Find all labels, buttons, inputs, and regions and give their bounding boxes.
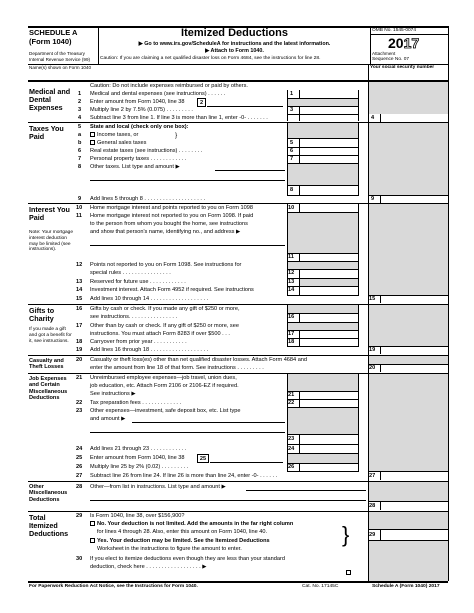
interest-note: Note: Your mortgage interest deduction may be limited (see instructions). xyxy=(29,230,74,253)
line-num-16: 16 xyxy=(76,306,83,312)
line-num-19: 19 xyxy=(76,347,83,353)
line-8-amount[interactable] xyxy=(300,186,358,195)
line-17-text-b: instructions. You must attach Form 8283 if over $500 . . . xyxy=(90,331,230,337)
attach-line: ▶ Attach to Form 1040. xyxy=(205,48,264,54)
footer-rule xyxy=(28,581,448,583)
line-23-text-b: and amount ▶ xyxy=(90,416,126,422)
line-num-8: 8 xyxy=(78,164,82,170)
line-21-text-b: job education, etc. Attach Form 2106 or 2106-EZ if required. xyxy=(90,383,239,389)
line-3-text: Multiply line 2 by 7.5% (0.075) . . . . . . . . . xyxy=(90,107,193,113)
line-26-amount[interactable] xyxy=(300,464,358,471)
box-num-10: 10 xyxy=(288,205,295,211)
line-12-amount[interactable] xyxy=(300,270,358,277)
box-num-18: 18 xyxy=(288,339,295,345)
line-20-amount[interactable] xyxy=(382,365,447,372)
line-28-list-input[interactable] xyxy=(246,484,366,491)
box-num-3: 3 xyxy=(290,107,294,113)
box-num-5: 5 xyxy=(290,140,294,146)
line-29-yes-b: Worksheet in the instructions to figure the amount to enter. xyxy=(97,546,242,552)
line-5b-label: General sales taxes xyxy=(97,140,147,146)
line-28-amount[interactable] xyxy=(382,502,447,510)
box-num-8: 8 xyxy=(290,187,294,193)
line-num-4: 4 xyxy=(78,115,82,121)
box-num-29: 29 xyxy=(369,532,376,538)
section-medical: Medical and Dental Expenses xyxy=(29,87,71,112)
line-11-address-input-2[interactable] xyxy=(90,247,285,255)
line-num-3: 3 xyxy=(78,107,82,113)
line-30-text-a: If you elect to itemize deductions even though they are less than your standard xyxy=(90,556,285,562)
line-29-text: Is Form 1040, line 38, over $156,900? xyxy=(90,513,185,519)
line-24-amount[interactable] xyxy=(300,445,358,453)
line-num-25: 25 xyxy=(76,455,83,461)
line-29-no-checkbox[interactable] xyxy=(90,521,95,526)
line-5a-letter: a xyxy=(78,132,82,138)
right-num-div-27 xyxy=(380,471,381,480)
line-num-2: 2 xyxy=(78,99,82,105)
section-other-misc: Other Miscellaneous Deductions xyxy=(29,484,68,503)
line-num-10: 10 xyxy=(76,205,83,211)
line-23-list-input[interactable] xyxy=(132,416,285,423)
dept-text: Department of the Treasury xyxy=(29,51,85,56)
shade-gift-16 xyxy=(288,305,358,313)
box-num-4: 4 xyxy=(371,115,375,121)
names-input[interactable] xyxy=(29,71,366,80)
line-27-amount[interactable] xyxy=(382,472,447,480)
shade-tax-8 xyxy=(288,164,358,185)
box-num-11: 11 xyxy=(288,254,294,260)
tax-year xyxy=(388,35,419,51)
line-21-amount[interactable] xyxy=(300,392,358,399)
line-num-21: 21 xyxy=(76,375,83,381)
med-rule-3 xyxy=(287,114,359,115)
section-taxes: Taxes You Paid xyxy=(29,124,64,141)
line-25-box-num: 25 xyxy=(197,454,209,463)
shade-int-12 xyxy=(288,262,358,269)
box-num-15: 15 xyxy=(369,296,376,302)
line-12-text-a: Points not reported to you on Form 1098. See instructions for xyxy=(90,262,242,268)
box-num-19: 19 xyxy=(369,347,376,353)
line-5b-letter: b xyxy=(78,140,82,146)
section-gifts: Gifts to Charity xyxy=(29,306,55,323)
line-21-text-a: Unreimbursed employee expenses—job travel, union dues, xyxy=(90,375,237,381)
line-num-18: 18 xyxy=(76,339,83,345)
line-5-amount[interactable] xyxy=(300,139,358,147)
line-23-text-a: Other expenses—investment, safe deposit box, etc. List type xyxy=(90,408,241,414)
line-7-text: Personal property taxes . . . . . . . . . . . . xyxy=(90,156,187,162)
line-5b-option xyxy=(90,140,146,147)
shade-right-30 xyxy=(369,541,448,581)
line-23-amount[interactable] xyxy=(300,435,358,444)
line-25-input[interactable] xyxy=(210,454,283,463)
shade-job-23 xyxy=(288,408,358,434)
line-num-27: 27 xyxy=(76,473,83,479)
ssn-divider xyxy=(368,64,369,80)
line-8-text: Other taxes. List type and amount ▶ xyxy=(90,164,180,170)
names-label: Name(s) shown on Form 1040 xyxy=(29,65,92,70)
line-29-amount[interactable] xyxy=(382,530,447,540)
box-num-1: 1 xyxy=(290,91,294,97)
line-num-14: 14 xyxy=(76,287,83,293)
line-29-no-a xyxy=(90,521,293,528)
line-18-text: Carryover from prior year . . . . . . . . . . . xyxy=(90,339,187,345)
line-29-no-b: for lines 4 through 28. Also, enter this amount on Form 1040, line 40. xyxy=(97,529,268,535)
box-num-16: 16 xyxy=(288,314,295,320)
year-suffix: 17 xyxy=(403,35,420,51)
line-num-30: 30 xyxy=(76,556,83,562)
line-9-text: Add lines 5 through 8 . . . . . . . . . . . . . . . . . . . . xyxy=(90,196,206,202)
line-num-23: 23 xyxy=(76,408,83,414)
line-6-text: Real estate taxes (see instructions) . . . . . . . . xyxy=(90,148,203,154)
footer-paperwork: For Paperwork Reduction Act Notice, see the Instructions for Form 1040. xyxy=(29,584,198,589)
main-title: Itemized Deductions xyxy=(181,27,288,39)
right-num-div-15 xyxy=(380,295,381,303)
shade-right-cas xyxy=(369,356,448,364)
shade-tax-top xyxy=(288,123,358,138)
line-10-text: Home mortgage interest and points reported to you on Form 1098 xyxy=(90,205,253,211)
section-interest: Interest You Paid xyxy=(29,205,70,222)
schedule-title: SCHEDULE A xyxy=(29,28,78,37)
gift-rule-5 xyxy=(287,346,359,347)
goto-line: ▶ Go to www.irs.gov/ScheduleA for instructions and the latest information. xyxy=(138,41,331,47)
sequence-label: Sequence No. 07 xyxy=(372,57,410,62)
line-17-amount[interactable] xyxy=(300,331,358,338)
line-29-yes-label: Yes. Your deduction may be limited. See the Itemized Deductions xyxy=(97,538,270,544)
job-rule-8 xyxy=(287,471,359,472)
shade-gift-17 xyxy=(288,323,358,330)
line-num-20: 20 xyxy=(76,357,83,363)
omb-number: OMB No. 1545-0074 xyxy=(372,28,416,33)
year-prefix: 20 xyxy=(388,35,404,51)
line-29-yes-a xyxy=(90,538,270,545)
line-20-text-a: Casualty or theft loss(es) other than net qualified disaster losses. Attach Form 4684 and xyxy=(90,357,308,363)
line-11-text-b: to the person from whom you bought the home, see instructions xyxy=(90,221,248,227)
line-27-text: Subtract line 26 from line 24. If line 26 is more than line 24, enter -0- . . . . . . xyxy=(90,473,278,479)
shade-right-med xyxy=(369,82,448,114)
line-1-text: Medical and dental expenses (see instructions) . . . . . . xyxy=(90,91,226,97)
line-14-text: Investment interest. Attach Form 4952 if required. See instructions xyxy=(90,287,254,293)
line-18-amount[interactable] xyxy=(300,339,358,346)
box-num-24: 24 xyxy=(288,446,295,452)
line-num-26: 26 xyxy=(76,464,83,470)
line-6-amount[interactable] xyxy=(300,148,358,155)
right-num-div-20 xyxy=(380,364,381,372)
line-12-text-b: special rules . . . . . . . . . . . . . . . . xyxy=(90,270,171,276)
line-1-amount[interactable] xyxy=(300,91,358,98)
ssn-input[interactable] xyxy=(370,71,447,80)
line-num-7: 7 xyxy=(78,156,82,162)
line-30-checkbox-wrap xyxy=(346,564,353,582)
line-num-12: 12 xyxy=(76,262,83,268)
box-num-23: 23 xyxy=(288,436,295,442)
line-2-text: Enter amount from Form 1040, line 38 xyxy=(90,99,185,105)
line-num-5: 5 xyxy=(78,124,82,130)
shade-int-11 xyxy=(288,213,358,253)
box-num-20: 20 xyxy=(369,365,376,371)
line-2-box-num: 2 xyxy=(197,98,206,107)
box-num-13: 13 xyxy=(288,279,295,285)
line-num-1: 1 xyxy=(78,91,82,97)
line-num-15: 15 xyxy=(76,296,83,302)
line-4-amount[interactable] xyxy=(382,115,447,122)
line-11-address-input[interactable] xyxy=(90,238,285,246)
mid-col-right-gift xyxy=(358,305,359,346)
line-30-checkbox[interactable] xyxy=(346,570,351,575)
line-17-text-a: Other than by cash or check. If any gift of $250 or more, see xyxy=(90,323,239,329)
line-3-amount[interactable] xyxy=(300,107,358,114)
box-num-26: 26 xyxy=(288,464,295,470)
line-15-amount[interactable] xyxy=(382,296,447,303)
line-num-6: 6 xyxy=(78,148,82,154)
sales-tax-checkbox[interactable] xyxy=(90,140,95,145)
line-8-list-input-2[interactable] xyxy=(90,174,285,181)
line-num-29: 29 xyxy=(76,513,83,519)
mid-col-right-job xyxy=(358,374,359,472)
line-num-9: 9 xyxy=(78,196,82,202)
line-16-amount[interactable] xyxy=(300,314,358,321)
right-num-div-28 xyxy=(380,501,381,510)
line-29-brace: } xyxy=(342,522,350,547)
shade-right-total xyxy=(369,512,448,529)
right-num-div-19 xyxy=(380,346,381,354)
header-divider-right xyxy=(370,27,371,64)
line-13-text: Reserved for future use . . . . . . . . . . . . xyxy=(90,279,186,285)
box-num-6: 6 xyxy=(290,148,294,154)
line-num-17: 17 xyxy=(76,323,83,329)
line-8-list-input[interactable] xyxy=(215,164,285,171)
right-num-div-29 xyxy=(380,529,381,540)
line-num-13: 13 xyxy=(76,279,83,285)
line-11-amount[interactable] xyxy=(300,254,358,261)
line-20-text-b: enter the amount from line 18 of that form. See instructions . . . . . . . . . xyxy=(90,365,264,371)
line-25-text: Enter amount from Form 1040, line 38 xyxy=(90,455,185,461)
footer-cat-number: Cat. No. 17145C xyxy=(302,584,339,589)
line-num-11: 11 xyxy=(76,213,82,219)
line-10-amount[interactable] xyxy=(300,205,358,212)
section-casualty: Casualty and Theft Losses xyxy=(29,358,64,371)
line-22-text: Tax preparation fees . . . . . . . . . . . . . xyxy=(90,400,182,406)
line-5a-label: Income taxes, or xyxy=(97,132,139,138)
line-29-no-label: No. Your deduction is not limited. Add the amounts in the far right column xyxy=(97,521,294,527)
shade-right-int xyxy=(369,204,448,295)
box-num-7: 7 xyxy=(290,156,294,162)
line-2-input[interactable] xyxy=(207,98,283,107)
shade-line-2 xyxy=(288,99,358,106)
line-11-text-c: and show that person's name, identifying no., and address ▶ xyxy=(90,229,241,235)
line-22-amount[interactable] xyxy=(300,400,358,407)
line-7-amount[interactable] xyxy=(300,156,358,163)
box-num-12: 12 xyxy=(288,270,295,276)
line-num-28: 28 xyxy=(76,484,83,490)
line-15-text: Add lines 10 through 14 . . . . . . . . . . . . . . . . . . . xyxy=(90,296,209,302)
line-28-text: Other—from list in instructions. List type and amount ▶ xyxy=(90,484,226,490)
box-num-9: 9 xyxy=(371,196,375,202)
caution-header: Caution: If you are claiming a net qualified disaster loss on Form 4684, see the instructions for line 28. xyxy=(100,56,321,61)
line-19-text: Add lines 16 through 18 . . . . . . . . . . . . . . . . . . . xyxy=(90,347,209,353)
box-num-17: 17 xyxy=(288,331,295,337)
tax-rule-6 xyxy=(287,195,359,196)
right-edge xyxy=(448,26,449,581)
line-14-amount[interactable] xyxy=(300,287,358,294)
caution-medical: Caution: Do not include expenses reimbursed or paid by others. xyxy=(90,83,248,89)
box-num-14: 14 xyxy=(288,287,295,293)
box-num-28: 28 xyxy=(369,503,376,509)
shade-right-tax xyxy=(369,123,448,195)
box-num-27: 27 xyxy=(369,473,376,479)
line-9-amount[interactable] xyxy=(382,196,447,203)
irs-text: Internal Revenue Service (99) xyxy=(29,57,91,62)
box-num-21: 21 xyxy=(288,392,295,398)
box-num-22: 22 xyxy=(288,400,295,406)
line-30-text-b: deduction, check here . . . . . . . . . . . . . . . . . . ▶ xyxy=(90,564,207,570)
line-11-text-a: Home mortgage interest not reported to you on Form 1098. If paid xyxy=(90,213,254,219)
line-26-text: Multiply line 25 by 2% (0.02) . . . . . . . . . xyxy=(90,464,189,470)
section-total: Total Itemized Deductions xyxy=(29,513,69,538)
brace-open: } xyxy=(175,132,178,139)
line-19-amount[interactable] xyxy=(382,347,447,354)
line-28-list-input-2[interactable] xyxy=(90,494,366,501)
mid-col-right-int xyxy=(358,204,359,295)
income-tax-checkbox[interactable] xyxy=(90,132,95,137)
section-job-expenses: Job Expenses and Certain Miscellaneous Deductions xyxy=(29,376,68,402)
shade-int-13 xyxy=(300,279,358,286)
shade-right-job xyxy=(369,374,448,471)
ssn-label: Your social security number xyxy=(370,65,435,70)
shade-right-other xyxy=(369,482,448,501)
line-5-text: State and local (check only one box): xyxy=(90,124,189,130)
line-23-list-input-2[interactable] xyxy=(90,425,285,433)
line-4-text: Subtract line 3 from line 1. If line 3 is more than line 1, enter -0- . . . . . . . xyxy=(90,115,268,121)
line-21-text-c: See instructions ▶ xyxy=(90,391,136,397)
schedule-form: (Form 1040) xyxy=(29,37,72,46)
line-16-text-b: see instructions. . . . . . . . . . . . . . . . xyxy=(90,314,178,320)
shade-job-21 xyxy=(288,374,358,391)
shade-right-gift xyxy=(369,305,448,346)
shade-job-25 xyxy=(288,454,358,463)
line-24-text: Add lines 21 through 23 . . . . . . . . . . . . xyxy=(90,446,187,452)
footer-form-id: Schedule A (Form 1040) 2017 xyxy=(372,584,440,589)
attachment-label: Attachment xyxy=(372,51,396,56)
gifts-note: If you made a gift and got a benefit for it, see instructions. xyxy=(29,327,72,344)
line-16-text-a: Gifts by cash or check. If you made any gift of $250 or more, xyxy=(90,306,240,312)
line-5a-option xyxy=(90,132,138,139)
int-rule-7 xyxy=(287,295,359,296)
line-num-22: 22 xyxy=(76,400,83,406)
line-num-24: 24 xyxy=(76,446,83,452)
line-29-yes-checkbox[interactable] xyxy=(90,538,95,543)
